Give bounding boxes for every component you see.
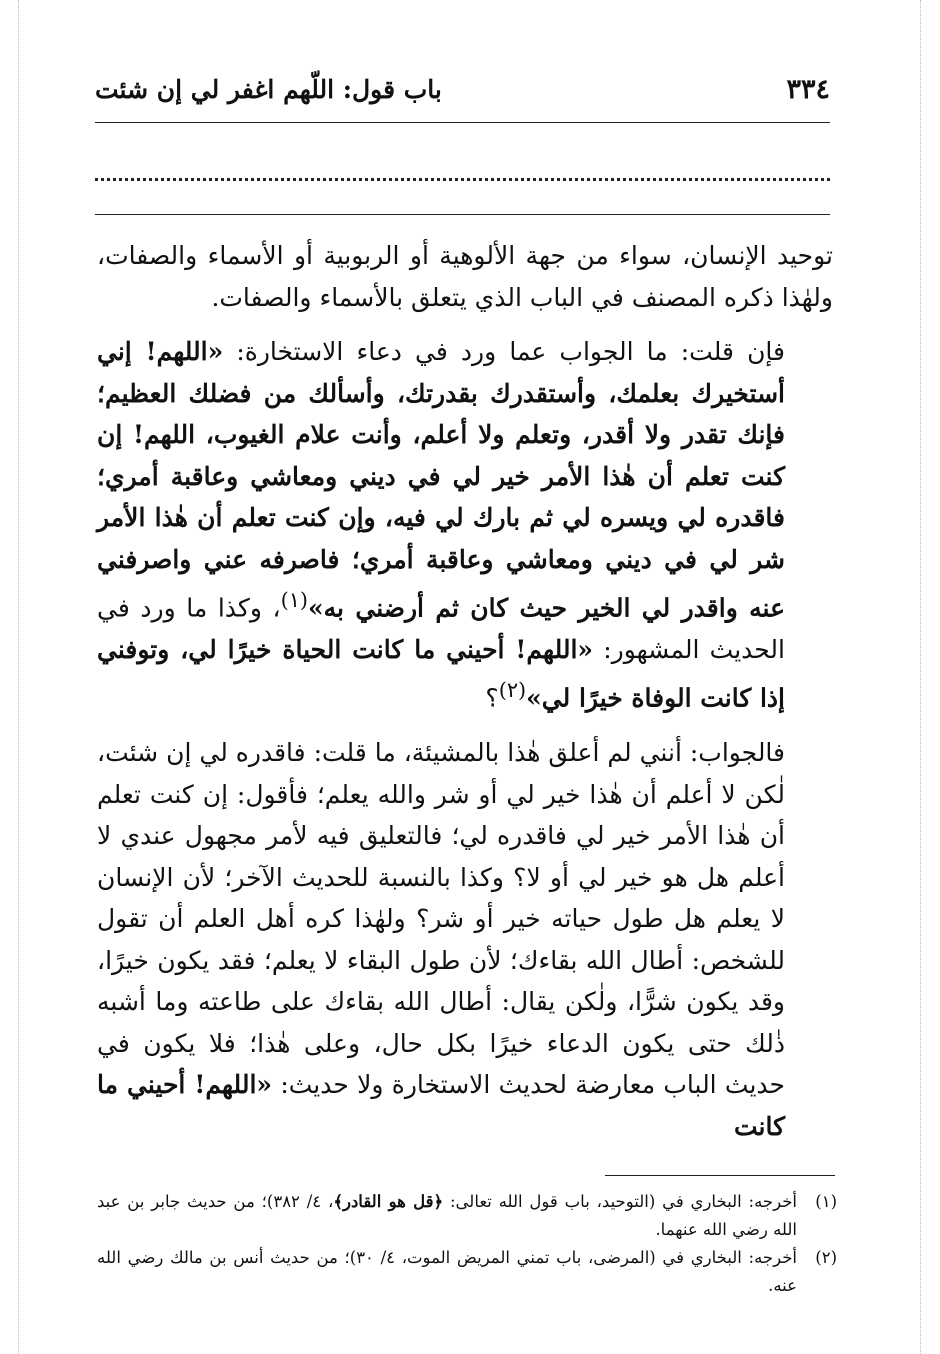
section-rule [95,214,830,215]
footnote-2 [97,1244,837,1300]
paragraph-2-mid: ، وكذا ما ورد في الحديث المشهور: [97,593,785,664]
footnote-number: (١) [815,1192,837,1211]
footnote-number: (٢) [815,1248,837,1267]
main-text [97,235,833,1147]
paragraph-2-end: ؟ [485,683,499,713]
footnotes [97,1188,837,1300]
paragraph-2-intro: فإن قلت: ما الجواب عما ورد في دعاء الاستخارة: [223,337,785,366]
paragraph-3 [97,732,833,1147]
paragraph-1: توحيد الإنسان، سواء من جهة الألوهية أو الربوبية أو الأسماء والصفات، ولهٰذا ذكره المصنف في الباب الذي يتعلق بالأسماء والصفات. [97,241,833,312]
footnote-rule [605,1175,835,1176]
header-rule [95,122,830,123]
paragraph-3-bold-tail: «اللهم! أحيني ما كانت [97,1070,785,1141]
ahyini-dua: «اللهم! أحيني ما كانت الحياة خيرًا لي، وتوفني إذا كانت الوفاة خيرًا لي» [97,634,785,713]
page-number: ٣٣٤ [786,73,830,105]
quran-quote: ﴿قل هو القادر﴾ [333,1192,444,1211]
footnote-ref-2: (٢) [498,678,527,703]
chapter-title: باب قول: اللّهم اغفر لي إن شئت [95,74,442,104]
footnote-text: أخرجه: البخاري في (المرضى، باب تمني المريض الموت، ٤/ ٣٠)؛ من حديث أنس بن مالك رضي الله عنه. [97,1248,798,1295]
paragraph-2 [97,331,833,719]
margin-guide-right [920,0,921,1354]
footnote-ref-1: (١) [280,588,309,612]
footnote-text: أخرجه: البخاري في (التوحيد، باب قول الله تعالى: ﴿قل هو القادر﴾، ٤/ ٣٨٢)؛ من حديث جابر بن عبد الله رضي الله عنهما. [97,1192,798,1239]
running-header [95,60,830,118]
footnote-1 [97,1188,837,1244]
istikhara-dua: «اللهم! إني أستخيرك بعلمك، وأستقدرك بقدرتك، وأسألك من فضلك العظيم؛ فإنك تقدر ولا أقدر، وتعلم ولا أعلم، وأنت علام الغيوب، اللهم! إن كنت تعلم أن هٰذا الأمر خير لي في ديني ومعاشي وعاقبة أمري؛ فاقدره لي ويسره لي ثم بارك لي فيه، وإن كنت تعلم أن هٰذا الأمر شر لي في ديني ومعاشي وعاقبة أمري؛ فاصرفه عني واصرفني عنه واقدر لي الخير حيث كان ثم أرضني به» [97,337,785,623]
margin-guide-left [18,0,19,1354]
paragraph-3-text: فالجواب: أنني لم أعلق هٰذا بالمشيئة، ما قلت: فاقدره لي إن شئت، لٰكن لا أعلم أن هٰذا خير لي أو شر والله يعلم؛ فأقول: إن كنت تعلم أن هٰذا الأمر خير لي فاقدره لي؛ فالتعليق فيه لأمر مجهول عندي لا أعلم هل هو خير لي أو لا؟ وكذا بالنسبة للحديث الآخر؛ لأن الإنسان لا يعلم هل طول حياته خير أو شر؟ ولهٰذا كره أهل العلم أن تقول للشخص: أطال الله بقاءك؛ لأن طول البقاء لا يعلم؛ فقد يكون خيرًا، وقد يكون شرًّا، ولٰكن يقال: أطال الله بقاءك على طاعته وما أشبه ذٰلك حتى يكون الدعاء خيرًا بكل حال، وعلى هٰذا؛ فلا يكون في حديث الباب معارضة لحديث الاستخارة ولا حديث: [97,738,785,1100]
dotted-separator [95,158,830,181]
